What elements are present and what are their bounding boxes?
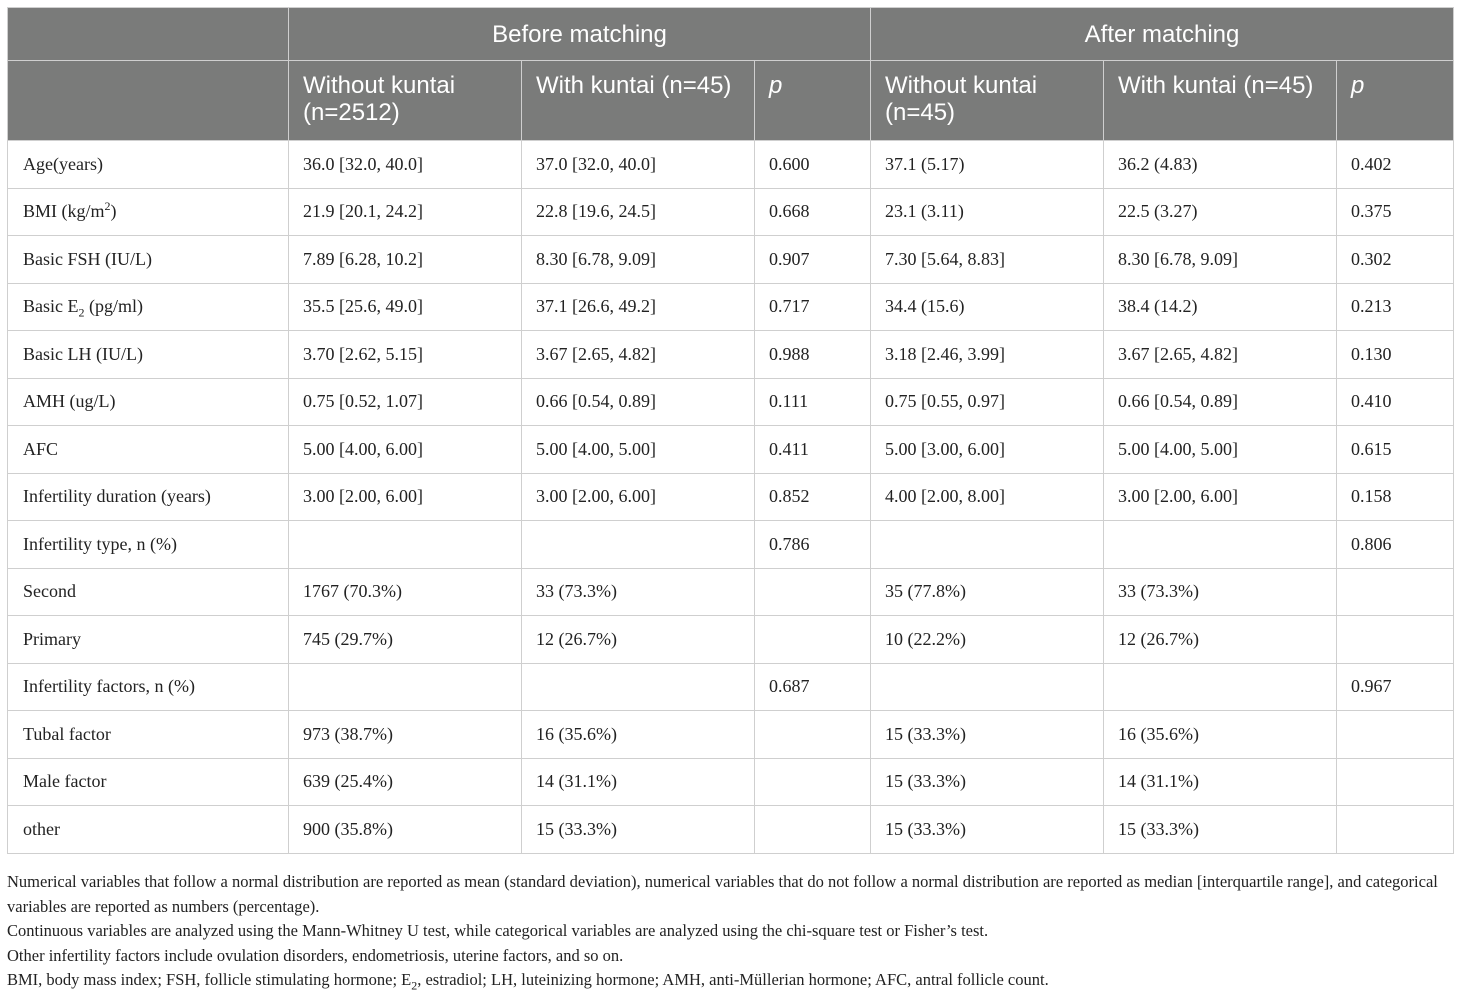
cell-after-without: 10 (22.2%) <box>871 616 1104 664</box>
col-before-without-kuntai: Without kuntai (n=2512) <box>289 61 522 141</box>
header-blank-cell <box>8 61 289 141</box>
row-label: Age(years) <box>8 141 289 189</box>
cell-after-with: 3.00 [2.00, 6.00] <box>1104 473 1337 521</box>
cell-after-with: 12 (26.7%) <box>1104 616 1337 664</box>
table-header <box>8 8 1454 141</box>
cell-after-with: 5.00 [4.00, 5.00] <box>1104 426 1337 474</box>
cell-before-with: 0.66 [0.54, 0.89] <box>522 378 755 426</box>
cell-before-p: 0.717 <box>755 283 871 331</box>
cell-after-with: 33 (73.3%) <box>1104 568 1337 616</box>
cell-after-p: 0.158 <box>1337 473 1454 521</box>
data-table-container <box>7 7 1453 854</box>
cell-before-with <box>522 521 755 569</box>
row-label <box>8 188 289 236</box>
cell-after-without: 7.30 [5.64, 8.83] <box>871 236 1104 284</box>
cell-after-p <box>1337 568 1454 616</box>
cell-after-with <box>1104 663 1337 711</box>
cell-after-with: 38.4 (14.2) <box>1104 283 1337 331</box>
cell-after-without: 3.18 [2.46, 3.99] <box>871 331 1104 379</box>
cell-before-with: 3.67 [2.65, 4.82] <box>522 331 755 379</box>
cell-after-p: 0.410 <box>1337 378 1454 426</box>
row-label: Second <box>8 568 289 616</box>
row-label: Infertility factors, n (%) <box>8 663 289 711</box>
table-row <box>8 236 1454 284</box>
table-row <box>8 426 1454 474</box>
cell-before-without: 21.9 [20.1, 24.2] <box>289 188 522 236</box>
cell-after-without: 15 (33.3%) <box>871 711 1104 759</box>
cell-after-p: 0.806 <box>1337 521 1454 569</box>
subscript: 2 <box>78 305 85 320</box>
cell-before-with: 37.1 [26.6, 49.2] <box>522 283 755 331</box>
cell-after-without: 23.1 (3.11) <box>871 188 1104 236</box>
cell-after-p: 0.967 <box>1337 663 1454 711</box>
cell-after-with: 8.30 [6.78, 9.09] <box>1104 236 1337 284</box>
cell-after-with: 0.66 [0.54, 0.89] <box>1104 378 1337 426</box>
table-row <box>8 758 1454 806</box>
cell-before-without: 1767 (70.3%) <box>289 568 522 616</box>
cell-before-with <box>522 663 755 711</box>
table-row <box>8 711 1454 759</box>
col-after-with-kuntai: With kuntai (n=45) <box>1104 61 1337 141</box>
cell-before-without <box>289 663 522 711</box>
cell-after-p <box>1337 616 1454 664</box>
cell-after-with: 14 (31.1%) <box>1104 758 1337 806</box>
cell-after-without: 37.1 (5.17) <box>871 141 1104 189</box>
row-label: Male factor <box>8 758 289 806</box>
row-label: AMH (ug/L) <box>8 378 289 426</box>
col-before-p-value: p <box>755 61 871 141</box>
cell-after-p: 0.130 <box>1337 331 1454 379</box>
row-label: Infertility duration (years) <box>8 473 289 521</box>
cell-after-without <box>871 663 1104 711</box>
cell-before-with: 15 (33.3%) <box>522 806 755 854</box>
cell-after-without: 4.00 [2.00, 8.00] <box>871 473 1104 521</box>
row-label: Basic LH (IU/L) <box>8 331 289 379</box>
table-row <box>8 663 1454 711</box>
cell-before-without: 745 (29.7%) <box>289 616 522 664</box>
cell-after-without <box>871 521 1104 569</box>
col-after-without-kuntai: Without kuntai (n=45) <box>871 61 1104 141</box>
cell-before-without: 5.00 [4.00, 6.00] <box>289 426 522 474</box>
cell-after-without: 15 (33.3%) <box>871 758 1104 806</box>
row-label-end: ) <box>110 201 117 222</box>
table-row <box>8 283 1454 331</box>
table-row <box>8 616 1454 664</box>
cell-before-without: 35.5 [25.6, 49.0] <box>289 283 522 331</box>
row-label: Basic FSH (IU/L) <box>8 236 289 284</box>
cell-before-p: 0.600 <box>755 141 871 189</box>
table-row <box>8 378 1454 426</box>
cell-before-p <box>755 568 871 616</box>
cell-before-without: 3.70 [2.62, 5.15] <box>289 331 522 379</box>
cell-before-p <box>755 616 871 664</box>
cell-after-with: 3.67 [2.65, 4.82] <box>1104 331 1337 379</box>
table-row <box>8 473 1454 521</box>
cell-before-p <box>755 806 871 854</box>
cell-before-without: 7.89 [6.28, 10.2] <box>289 236 522 284</box>
cell-before-without: 900 (35.8%) <box>289 806 522 854</box>
row-label-text: Basic E <box>23 296 79 317</box>
cell-before-with: 12 (26.7%) <box>522 616 755 664</box>
cell-after-p: 0.213 <box>1337 283 1454 331</box>
table-row <box>8 806 1454 854</box>
cell-before-p: 0.668 <box>755 188 871 236</box>
subscript: 2 <box>411 978 418 993</box>
footnote-other-factors: Other infertility factors include ovulation disorders, endometriosis, uterine factors, and so on. <box>7 945 624 965</box>
cell-before-with: 5.00 [4.00, 5.00] <box>522 426 755 474</box>
table-row <box>8 568 1454 616</box>
cell-after-with: 15 (33.3%) <box>1104 806 1337 854</box>
row-label: other <box>8 806 289 854</box>
cell-before-p <box>755 758 871 806</box>
cell-before-without: 36.0 [32.0, 40.0] <box>289 141 522 189</box>
cell-before-p: 0.907 <box>755 236 871 284</box>
header-column-row <box>8 61 1454 141</box>
abbreviations-part-1: BMI, body mass index; FSH, follicle stimulating hormone; E <box>7 970 412 989</box>
cell-after-p: 0.302 <box>1337 236 1454 284</box>
table-row <box>8 521 1454 569</box>
cell-after-without: 34.4 (15.6) <box>871 283 1104 331</box>
cell-before-with: 33 (73.3%) <box>522 568 755 616</box>
cell-before-with: 37.0 [32.0, 40.0] <box>522 141 755 189</box>
cell-after-p: 0.375 <box>1337 188 1454 236</box>
cell-before-p: 0.786 <box>755 521 871 569</box>
cell-after-p: 0.402 <box>1337 141 1454 189</box>
cell-before-p: 0.411 <box>755 426 871 474</box>
cell-after-without: 5.00 [3.00, 6.00] <box>871 426 1104 474</box>
group-before-matching: Before matching <box>289 8 871 61</box>
cell-before-with: 22.8 [19.6, 24.5] <box>522 188 755 236</box>
table-row <box>8 141 1454 189</box>
superscript: 2 <box>104 199 111 214</box>
cell-after-p <box>1337 806 1454 854</box>
cell-before-p: 0.988 <box>755 331 871 379</box>
table-body <box>8 141 1454 854</box>
table-row <box>8 188 1454 236</box>
cell-after-p: 0.615 <box>1337 426 1454 474</box>
row-label-text: BMI (kg/m <box>23 201 105 222</box>
cell-before-with: 3.00 [2.00, 6.00] <box>522 473 755 521</box>
row-label: Primary <box>8 616 289 664</box>
cell-after-with <box>1104 521 1337 569</box>
table-row <box>8 331 1454 379</box>
cell-before-p <box>755 711 871 759</box>
baseline-characteristics-table <box>7 7 1454 854</box>
row-label: Tubal factor <box>8 711 289 759</box>
cell-before-p: 0.687 <box>755 663 871 711</box>
cell-after-without: 15 (33.3%) <box>871 806 1104 854</box>
footnote-tests-used: Continuous variables are analyzed using the Mann-Whitney U test, while categorical variables are analyzed using the chi-square test or Fisher’s test. <box>7 921 989 940</box>
footnote-abbreviations <box>7 968 1453 993</box>
cell-before-without: 639 (25.4%) <box>289 758 522 806</box>
row-label <box>8 283 289 331</box>
cell-before-without: 3.00 [2.00, 6.00] <box>289 473 522 521</box>
cell-before-with: 16 (35.6%) <box>522 711 755 759</box>
cell-after-without: 35 (77.8%) <box>871 568 1104 616</box>
cell-before-without <box>289 521 522 569</box>
header-group-row <box>8 8 1454 61</box>
group-after-matching: After matching <box>871 8 1454 61</box>
cell-after-p <box>1337 758 1454 806</box>
footnote-statistics-reporting: Numerical variables that follow a normal distribution are reported as mean (standard deviation), numerical variables that do not follow a normal distribution are reported as median [interquartile range], and categorical variables are reported as numbers (percentage). <box>7 872 1438 916</box>
cell-after-p <box>1337 711 1454 759</box>
cell-after-without: 0.75 [0.55, 0.97] <box>871 378 1104 426</box>
row-label-end: (pg/ml) <box>84 296 143 317</box>
row-label: AFC <box>8 426 289 474</box>
row-label: Infertility type, n (%) <box>8 521 289 569</box>
cell-before-with: 14 (31.1%) <box>522 758 755 806</box>
header-blank-cell <box>8 8 289 61</box>
cell-after-with: 16 (35.6%) <box>1104 711 1337 759</box>
cell-after-with: 36.2 (4.83) <box>1104 141 1337 189</box>
col-after-p-value: p <box>1337 61 1454 141</box>
table-footnotes <box>7 870 1453 993</box>
cell-before-without: 0.75 [0.52, 1.07] <box>289 378 522 426</box>
abbreviations-part-2: , estradiol; LH, luteinizing hormone; AMH, anti-Müllerian hormone; AFC, antral follicle count. <box>417 970 1049 989</box>
cell-before-without: 973 (38.7%) <box>289 711 522 759</box>
cell-before-with: 8.30 [6.78, 9.09] <box>522 236 755 284</box>
cell-before-p: 0.852 <box>755 473 871 521</box>
col-before-with-kuntai: With kuntai (n=45) <box>522 61 755 141</box>
cell-after-with: 22.5 (3.27) <box>1104 188 1337 236</box>
cell-before-p: 0.111 <box>755 378 871 426</box>
